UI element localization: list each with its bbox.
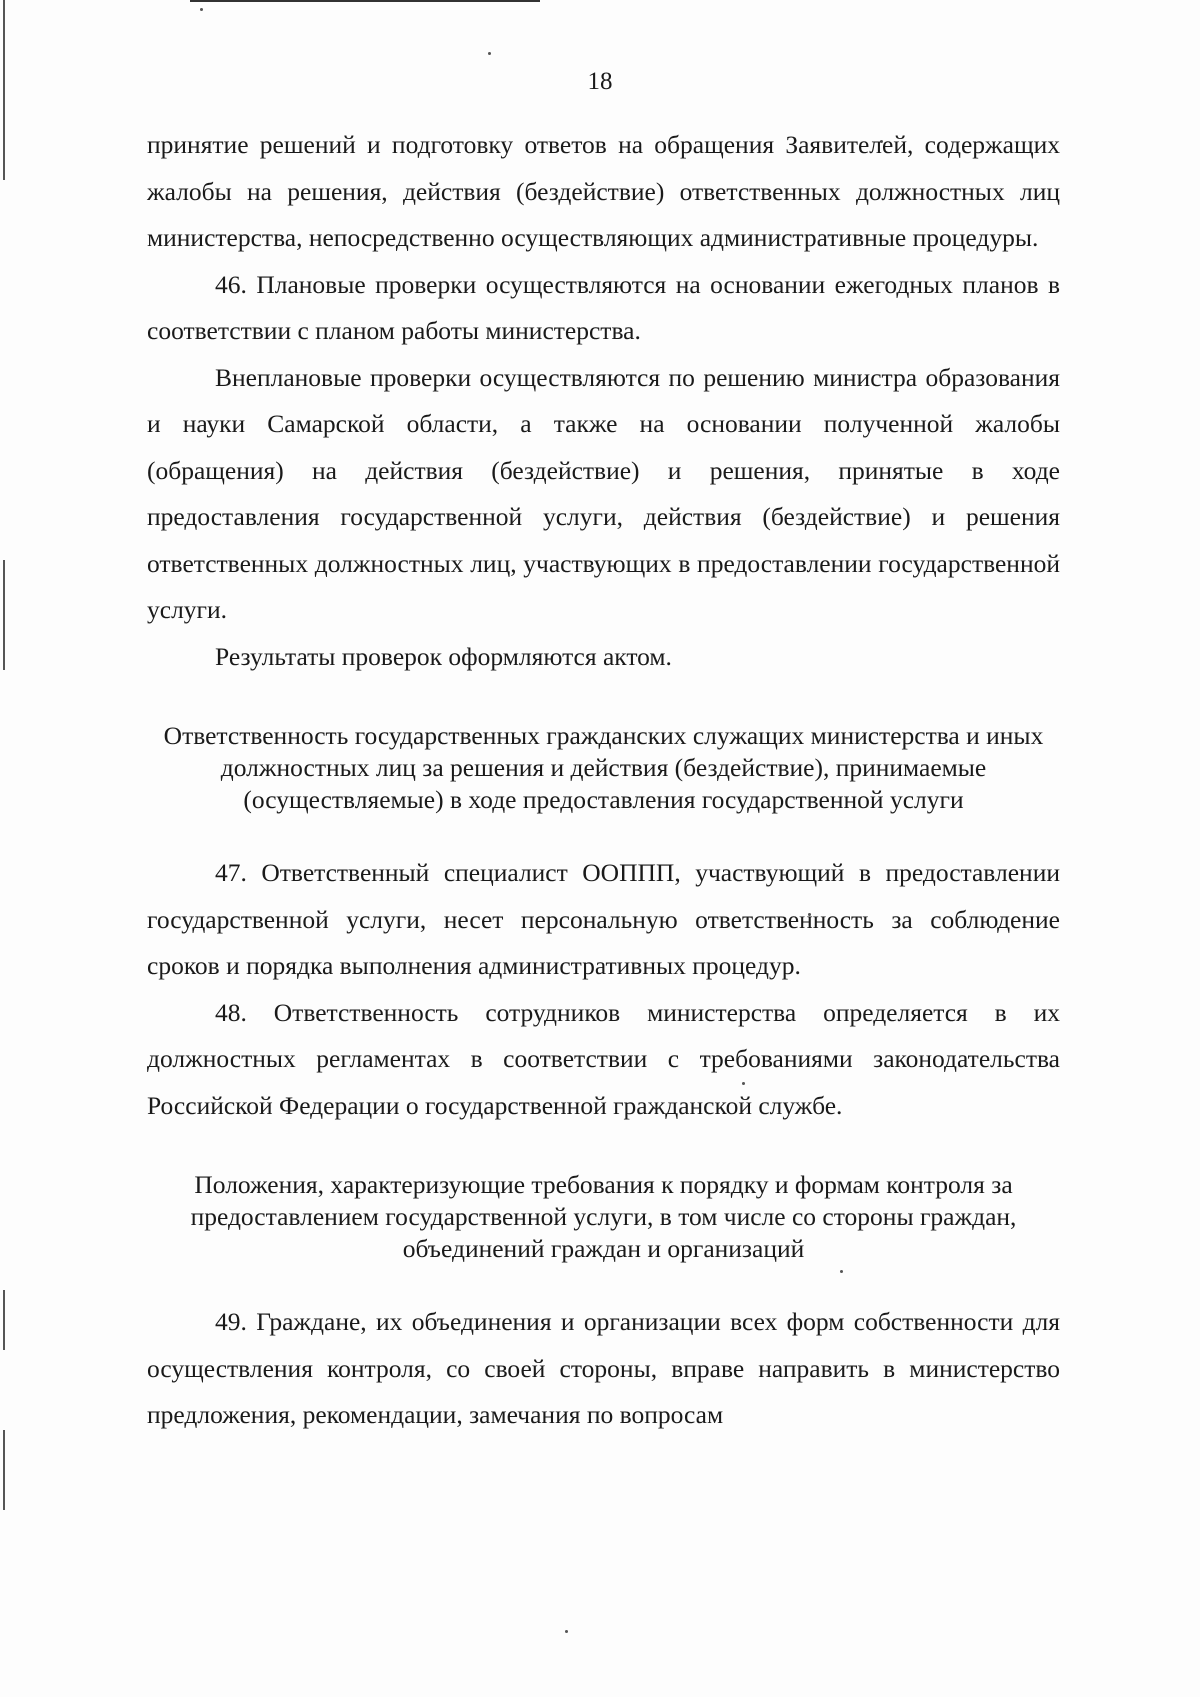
scan-speck — [200, 8, 203, 11]
scan-speck — [565, 1630, 568, 1633]
scan-speck — [488, 52, 491, 55]
paragraph: Результаты проверок оформляются актом. — [215, 641, 672, 671]
section-heading: Положения, характеризующие требования к порядку и формам контроля за предоставлением государственной услуги, в том числе со стороны граждан, объединений граждан и организаций — [190, 1170, 1017, 1263]
paragraph-46: 46. Плановые проверки осуществляются на основании ежегодных планов в соответствии с планом работы министерства. — [147, 269, 1060, 345]
scan-artifact-top-rule — [190, 0, 540, 2]
paragraph: принятие решений и подготовку ответов на обращения Заявителей, содержащих жалобы на решения, действия (бездействие) ответственных должностных лиц министерства, непосредственно осуществляющих административные процедуры. — [147, 130, 1060, 252]
scan-artifact-edge — [3, 1290, 5, 1350]
page-number: 18 — [587, 68, 613, 95]
section-heading: Ответственность государственных гражданских служащих министерства и иных должностных лиц за решения и действия (бездействие), принимаемые (осуществляемые) в ходе предоставления государственной услуги — [163, 721, 1044, 814]
scan-artifact-edge — [3, 1430, 5, 1510]
paragraph-47: 47. Ответственный специалист ООППП, участвующий в предоставлении государственной услуги, несет персональную ответственность за соблюдение сроков и порядка выполнения административных процедур. — [147, 858, 1060, 980]
paragraph-48: 48. Ответственность сотрудников министерства определяется в их должностных регламентах в соответствии с требованиями законодательства Российской Федерации о государственной гражданской службе. — [147, 997, 1060, 1120]
paragraph-49: 49. Граждане, их объединения и организации всех форм собственности для осуществления контроля, со своей стороны, вправе направить в министерство предложения, рекомендации, замечания по вопросам — [147, 1307, 1060, 1429]
scan-artifact-edge — [3, 560, 5, 670]
paragraph: Внеплановые проверки осуществляются по решению министра образования и науки Самарской области, а также на основании полученной жалобы (обращения) на действия (бездействие) и решения, принятые в ходе предоставления государственной услуги, действия (бездействие) и решения ответственных должностных лиц, участвующих в предоставлении государственной услуги. — [147, 362, 1060, 624]
document-body — [147, 122, 1060, 1439]
